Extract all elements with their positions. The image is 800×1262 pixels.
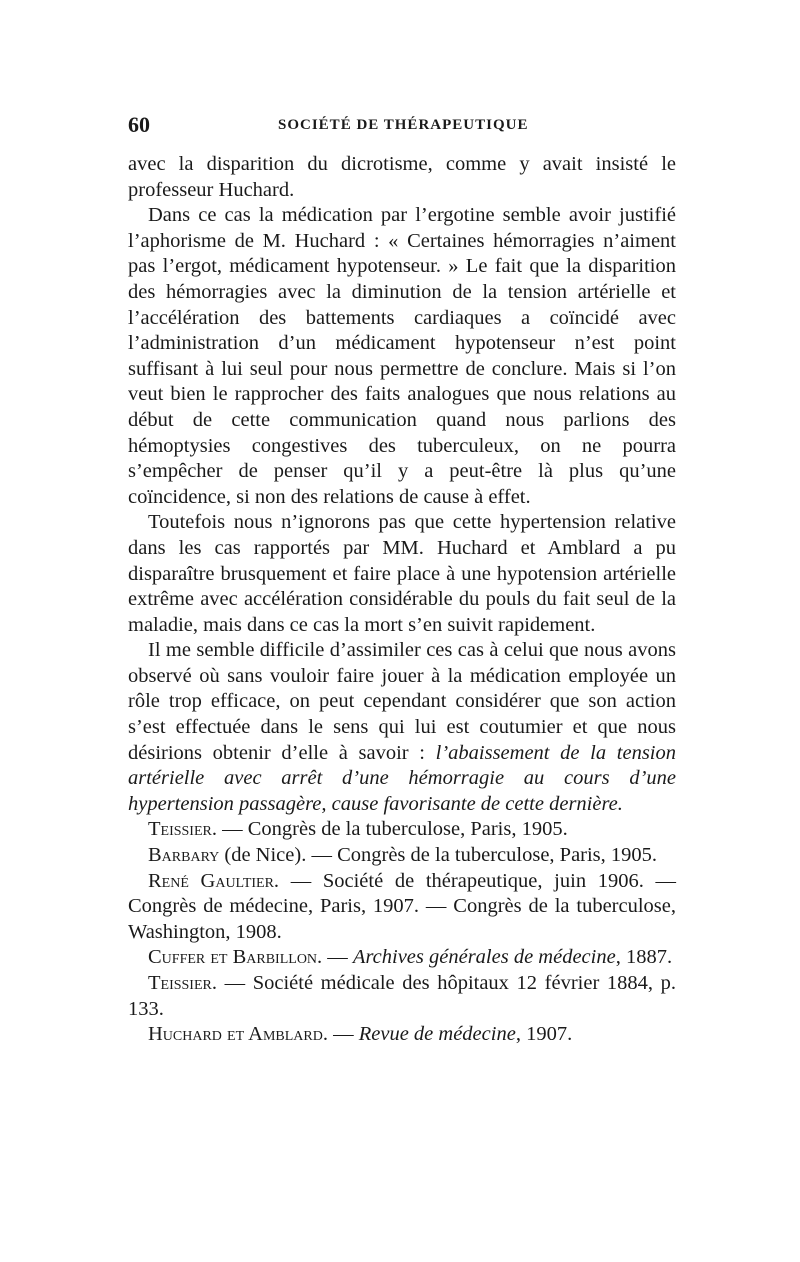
- reference-text: —: [327, 1023, 359, 1046]
- reference-year: , 1887.: [615, 946, 673, 969]
- paragraph-text: Il me semble difficile d’assimiler ces cas à celui que nous avons observé où sans vouloir faire jouer à la médication employée un rôle trop efficace, on peut cependant considérer que son action s’est effectuée dans le sens qui lui est coutumier et que nous désirions obtenir d’elle à savoir :: [128, 639, 676, 764]
- paragraph: Toutefois nous n’ignorons pas que cette hypertension relative dans les cas rapportés par MM. Huchard et Amblard a pu disparaître brusquement et faire place à une hypotension artérielle extrême avec accélération considérable du pouls du fait seul de la maladie, mais dans ce cas la mort s’en suivit rapidement.: [128, 511, 676, 636]
- reference-item: [128, 817, 676, 843]
- reference-author: Huchard et Amblard.: [148, 1023, 328, 1046]
- reference-text: (de Nice). — Congrès de la tuberculose, Paris, 1905.: [219, 844, 658, 867]
- reference-item: [128, 971, 676, 1022]
- paragraph: Dans ce cas la médication par l’ergotine semble avoir justifié l’aphorisme de M. Huchard : « Certaines hémorragies n’aiment pas l’ergot, médicament hypotenseur. » Le fait que la disparition des hémorragies avec la diminution de la tension artérielle et l’accélération des battements cardiaques a coïncidé avec l’administration d’un médicament hypotenseur n’est point suffisant à lui seul pour nous permettre de conclure. Mais si l’on veut bien le rapprocher des faits analogues que nous relations au début de cette communication quand nous parlions des hémoptysies congestives des tuberculeux, on ne pourra s’empêcher de penser qu’il y a peut-être là plus qu’une coïncidence, si non des relations de cause à effet.: [128, 204, 676, 508]
- reference-author: Barbary: [148, 844, 220, 867]
- reference-text: — Congrès de la tuberculose, Paris, 1905.: [217, 818, 568, 841]
- reference-item: [128, 843, 676, 869]
- reference-journal: Archives générales de médecine: [352, 946, 616, 969]
- paragraph: [128, 638, 676, 817]
- page-number: 60: [128, 112, 150, 137]
- reference-text: — Société médicale des hôpitaux 12 février 1884, p. 133.: [128, 972, 676, 1020]
- reference-author: René Gaultier.: [148, 869, 280, 892]
- reference-text: —: [322, 946, 353, 969]
- reference-text: — Société de thérapeutique, juin 1906. — Congrès de médecine, Paris, 1907. — Congrès de la tuberculose, Washington, 1908.: [128, 869, 676, 943]
- reference-item: [128, 869, 676, 946]
- reference-item: [128, 1022, 676, 1048]
- emphasized-text: l’abaissement de la tension artérielle avec arrêt d’une hémorragie au cours d’une hypertension passagère, cause favorisante de cette dernière.: [128, 741, 676, 815]
- page-header: [128, 112, 676, 142]
- paragraph-continuation: avec la disparition du dicrotisme, comme y avait insisté le professeur Huchard.: [128, 153, 676, 201]
- reference-journal: Revue de médecine: [358, 1023, 516, 1046]
- running-title: SOCIÉTÉ DE THÉRAPEUTIQUE: [278, 117, 529, 133]
- reference-author: Cuffer et Barbillon.: [148, 946, 323, 969]
- reference-year: , 1907.: [515, 1023, 573, 1046]
- references-list: [128, 817, 676, 1047]
- reference-item: [128, 945, 676, 971]
- reference-author: Teissier.: [148, 972, 217, 994]
- body-text: [128, 152, 676, 1048]
- reference-author: Teissier.: [148, 818, 217, 841]
